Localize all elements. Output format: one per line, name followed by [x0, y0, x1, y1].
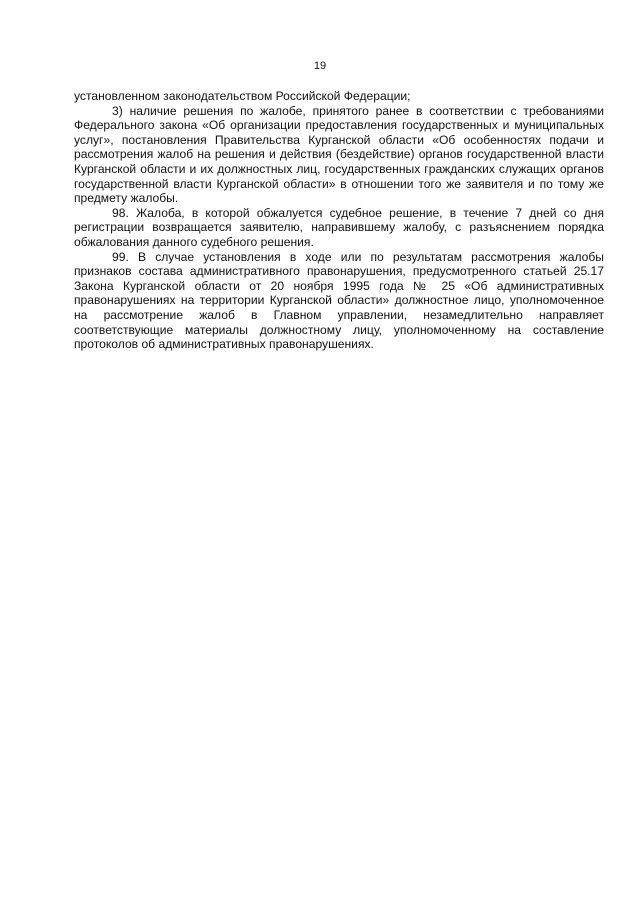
paragraph-item-99: 99. В случае установления в ходе или по результатам рассмотрения жалобы признаков состава административного правонарушения, предусмотренного статьей 25.17 Закона Курганской области от 20 ноября 1995 года № 25 «Об административных правонарушениях на территории Курганской области» должностное лицо, уполномоченное на рассмотрение жалоб в Главном управлении, незамедлительно направляет соответствующие материалы должностному лицу, уполномоченному на составление протоколов об административных правонарушениях. [74, 249, 604, 352]
document-body [74, 89, 604, 352]
paragraph-continuation: установленном законодательством Российской Федерации; [74, 89, 411, 103]
paragraph-item-3: 3) наличие решения по жалобе, принятого ранее в соответствии с требованиями Федерального закона «Об организации предоставления государственных и муниципальных услуг», постановления Правительства Курганской области «Об особенностях подачи и рассмотрения жалоб на решения и действия (бездействие) органов государственной власти Курганской области и их должностных лиц, государственных гражданских служащих органов государственной власти Курганской области» в отношении того же заявителя и по тому же предмету жалобы. [74, 103, 604, 206]
page-number: 19 [313, 60, 327, 72]
paragraph-item-98: 98. Жалоба, в которой обжалуется судебное решение, в течение 7 дней со дня регистрации возвращается заявителю, направившему жалобу, с разъяснением порядка обжалования данного судебного решения. [74, 205, 604, 249]
